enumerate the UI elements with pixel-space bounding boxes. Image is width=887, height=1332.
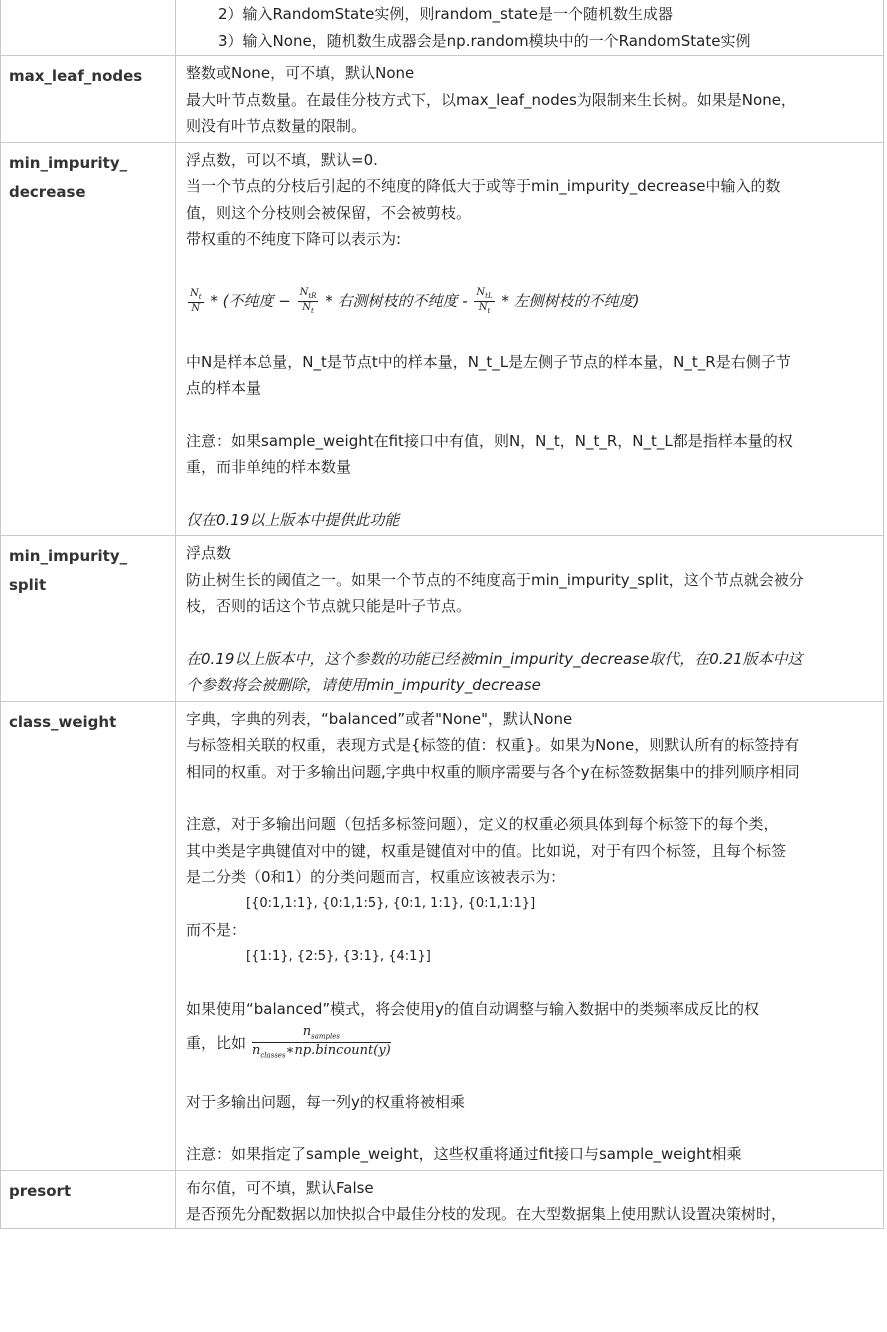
balanced-formula: $\frac{n_{samples}}{n_{classes}∗np.bincount(y)}$: [252, 1024, 391, 1060]
formula-fraction: $\frac{N_t}{N}$: [190, 287, 202, 314]
desc-line: 相同的权重。对于多输出问题,字典中权重的顺序需要与各个y在标签数据集中的排列顺序相同: [186, 762, 800, 781]
code-example: [{1:1}, {2:5}, {3:1}, {4:1}]: [246, 948, 431, 964]
version-note: 在0.19以上版本中，这个参数的功能已经被min_impurity_decrease取代，在0.21版本中这: [186, 649, 803, 668]
desc-line: 与标签相关联的权重，表现方式是{标签的值：权重}。如果为None，则默认所有的标签持有: [186, 736, 800, 754]
table-row: [1, 142, 884, 536]
desc-line: 重，而非单纯的样本数量: [186, 458, 352, 476]
desc-line: 是二分类（0和1）的分类问题而言，权重应该被表示为：: [186, 868, 566, 886]
param-desc-cell: [176, 56, 884, 143]
desc-line: 如果使用“balanced”模式，将会使用y的值自动调整与输入数据中的类频率成反比的权: [186, 1000, 759, 1018]
formula-fraction: $\frac{N_{tR}}{N_t}$: [299, 286, 317, 315]
desc-line: 其中类是字典键值对中的键，权重是键值对中的值。比如说，对于有四个标签，且每个标签: [186, 841, 787, 860]
desc-line: 浮点数: [186, 544, 232, 562]
param-name-cell: [1, 536, 176, 702]
code-example: [{0:1,1:1}, {0:1,1:5}, {0:1, 1:1}, {0:1,1:1}]: [246, 895, 536, 911]
desc-line: 带权重的不纯度下降可以表示为:: [186, 230, 402, 248]
table-row: [1, 536, 884, 702]
version-note: 仅在0.19以上版本中提供此功能: [186, 510, 400, 529]
formula-fraction: $\frac{N_{tL}}{N_t}$: [476, 286, 493, 315]
param-desc-cell: [176, 701, 884, 1170]
table-row: [1, 701, 884, 1170]
desc-line: 值，则这个分枝则会被保留，不会被剪枝。: [186, 203, 472, 222]
param-desc-cell: [176, 1170, 884, 1228]
desc-line: 2）输入RandomState实例，则random_state是一个随机数生成器: [218, 5, 674, 23]
balanced-formula-line: 重，比如 $\frac{n_{samples}}{n_{classes}∗np.bincount(y)}$: [186, 1024, 391, 1060]
desc-line: 浮点数，可以不填，默认=0.: [186, 150, 378, 169]
param-name-cell: [1, 142, 176, 536]
param-name: split: [9, 576, 47, 594]
desc-line: 注意：如果指定了sample_weight，这些权重将通过fit接口与sample_weight相乘: [186, 1145, 742, 1163]
param-name-cell: [1, 0, 176, 56]
param-name: min_impurity_: [9, 547, 128, 565]
desc-line: 整数或None，可不填，默认None: [186, 64, 415, 82]
param-name: decrease: [9, 182, 86, 201]
version-note: 个参数将会被删除，请使用min_impurity_decrease: [186, 676, 541, 694]
desc-line: 对于多输出问题，每一列y的权重将被相乘: [186, 1092, 465, 1111]
desc-line: 点的样本量: [186, 379, 262, 397]
desc-line: 3）输入None，随机数生成器会是np.random模块中的一个RandomState实例: [218, 32, 751, 50]
desc-line: 则没有叶节点数量的限制。: [186, 117, 367, 135]
table-row: [1, 0, 884, 56]
desc-line: 而不是：: [186, 921, 247, 939]
desc-line: 最大叶节点数量。在最佳分枝方式下，以max_leaf_nodes为限制来生长树。如果是None，: [186, 90, 796, 109]
desc-line: 防止树生长的阈值之一。如果一个节点的不纯度高于min_impurity_split，这个节点就会被分: [186, 570, 804, 589]
param-desc-cell: [176, 0, 884, 56]
table-row: [1, 56, 884, 143]
desc-line: 注意，对于多输出问题（包括多标签问题），定义的权重必须具体到每个标签下的每个类，: [186, 815, 779, 833]
param-name: max_leaf_nodes: [1, 56, 176, 143]
param-name: class_weight: [1, 701, 176, 1170]
desc-line: 注意：如果sample_weight在fit接口中有值，则N，N_t，N_t_R，N_t_L都是指样本量的权: [186, 431, 793, 450]
desc-line: 是否预先分配数据以加快拟合中最佳分枝的发现。在大型数据集上使用默认设置决策树时，: [186, 1205, 787, 1223]
desc-line: 字典，字典的列表，“balanced”或者"None"，默认None: [186, 709, 573, 728]
desc-line: 布尔值，可不填，默认False: [186, 1178, 374, 1197]
desc-line: 当一个节点的分枝后引起的不纯度的降低大于或等于min_impurity_decrease中输入的数: [186, 177, 781, 195]
param-desc-cell: [176, 142, 884, 536]
desc-line: 枝，否则的话这个节点就只能是叶子节点。: [186, 597, 472, 615]
param-desc-cell: [176, 536, 884, 702]
param-name: min_impurity_: [9, 153, 128, 172]
param-name: presort: [1, 1170, 176, 1228]
impurity-formula: $\frac{N_t}{N}$ * (不纯度 − $\frac{N_{tR}}{N_t}$ * 右测树枝的不纯度 - $\frac{N_{tL}}{N_t}$ * 左侧树枝的不纯度): [190, 286, 640, 315]
desc-line: 中N是样本总量，N_t是节点t中的样本量，N_t_L是左侧子节点的样本量，N_t_R是右侧子节: [186, 352, 791, 371]
table-row: [1, 1170, 884, 1228]
